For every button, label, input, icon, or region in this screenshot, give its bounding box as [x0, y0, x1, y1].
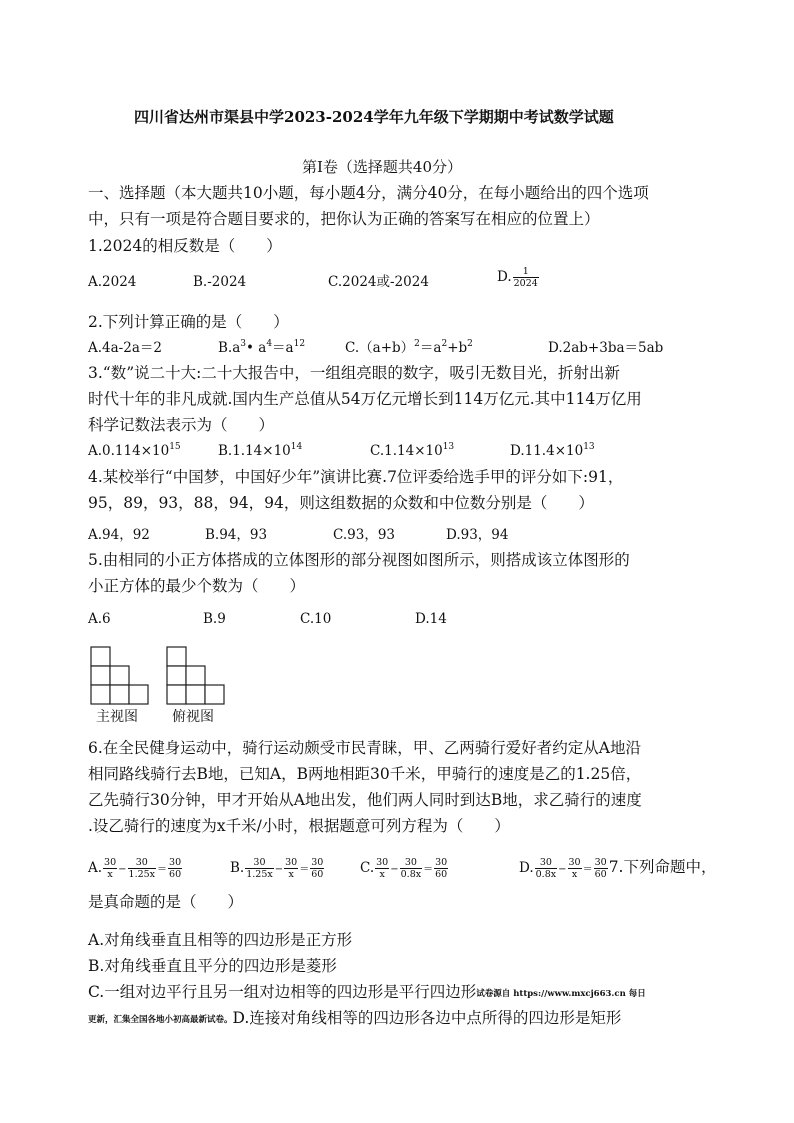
q4-option-a: A.94，92	[88, 527, 150, 543]
q7-stem-start: 7.下列命题中，	[608, 858, 717, 876]
exponent: 13	[442, 442, 455, 452]
q4-option-c: C.93，93	[333, 527, 395, 543]
equals-sign: ＝	[582, 864, 593, 875]
q1-option-d-fraction	[513, 266, 539, 289]
minus-sign: −	[274, 864, 284, 875]
q5-option-b: B.9	[203, 611, 226, 627]
q6-line2: 相同路线骑行去B地，已知A，B两地相距30千米，甲骑行的速度是乙的1.25倍，	[88, 765, 642, 783]
fraction-numerator: 30	[568, 857, 581, 868]
q7-option-d: D.连接对角线相等的四边形各边中点所得的四边形是矩形	[232, 1009, 622, 1027]
minus-sign: −	[390, 864, 399, 875]
text-part: B.a	[218, 340, 241, 356]
cube-cell	[91, 647, 110, 666]
fraction	[310, 857, 324, 880]
q1-option-a: A.2024	[88, 274, 137, 290]
cube-cell	[167, 685, 186, 704]
fraction	[375, 857, 389, 880]
fraction	[284, 857, 298, 880]
equals-sign: ＝	[157, 864, 168, 875]
fraction-numerator: 30	[285, 857, 298, 868]
fraction-numerator: 30	[128, 857, 157, 869]
fraction	[103, 857, 117, 880]
fraction	[434, 857, 448, 880]
cube-cell	[91, 666, 110, 685]
volume-header: 第I卷（选择题共40分）	[302, 158, 463, 176]
top-view-caption: 俯视图	[172, 709, 214, 725]
option-text: C.一组对边平行且另一组对边相等的四边形是平行四边形	[88, 983, 477, 1001]
q2-stem: 2.下列计算正确的是（ ）	[88, 313, 289, 331]
fraction-denominator: 60	[435, 869, 448, 880]
q7-option-a: A.对角线垂直且相等的四边形是正方形	[88, 931, 353, 949]
fraction-numerator: 1	[513, 266, 539, 278]
q5-line1: 5.由相同的小正方体搭成的立体图形的部分视图如图所示，则搭成该立体图形的	[88, 551, 630, 569]
cube-cell	[205, 685, 224, 704]
watermark-text: 更新，汇集全国各地小初高最新试卷。	[88, 1015, 233, 1025]
fraction	[535, 857, 557, 880]
q6-line4: .设乙骑行的速度为x千米/小时，根据题意可列方程为（ ）	[88, 817, 510, 835]
fraction-numerator: 30	[104, 857, 117, 868]
front-view-figure	[90, 646, 154, 706]
option-label: C.	[360, 860, 375, 876]
text-part: C.（a+b）	[345, 340, 415, 356]
fraction-denominator: 60	[594, 869, 607, 880]
fraction-denominator: 0.8x	[535, 869, 557, 880]
fraction-denominator: x	[107, 869, 113, 880]
top-view-figure	[166, 646, 230, 706]
q7-option-b: B.对角线垂直且平分的四边形是菱形	[88, 957, 337, 975]
equals-sign: ＝	[423, 864, 434, 875]
minus-sign: −	[558, 864, 567, 875]
text-part: ＝a	[272, 340, 294, 356]
q7-option-d-line	[88, 1008, 621, 1030]
q2-option-b	[218, 338, 305, 358]
cube-cell	[91, 685, 110, 704]
fraction	[568, 857, 582, 880]
cube-cell	[186, 666, 205, 685]
q3-option-a	[88, 441, 181, 461]
exponent: 2	[467, 339, 473, 349]
fraction-numerator: 30	[169, 857, 182, 868]
q3-line1: 3.“数”说二十大:二十大报告中，一组组亮眼的数字，吸引无数目光，折射出新	[88, 364, 620, 382]
fraction-numerator: 30	[435, 857, 448, 868]
q5-line2: 小正方体的最少个数为（ ）	[88, 577, 306, 595]
fraction-denominator: 1.25x	[246, 869, 273, 880]
q1-option-b: B.-2024	[193, 274, 247, 290]
fraction-denominator: 60	[169, 869, 182, 880]
q3-line2: 时代十年的非凡成就.国内生产总值从54万亿元增长到114万亿元.其中114万亿用	[88, 390, 642, 408]
exponent: 4	[266, 339, 273, 349]
text-part: • a	[246, 340, 267, 356]
q6-option-b	[230, 857, 325, 880]
fraction-numerator: 30	[535, 857, 557, 869]
text-part: D.11.4×10	[510, 443, 584, 459]
exponent: 12	[293, 339, 306, 349]
q5-option-c: C.10	[300, 611, 332, 627]
option-label: D.	[519, 860, 534, 876]
fraction-denominator: 60	[311, 869, 324, 880]
fraction-denominator: 1.25x	[128, 869, 156, 880]
q6-option-d	[519, 857, 716, 880]
fraction-numerator: 30	[245, 857, 274, 869]
fraction	[128, 857, 157, 880]
cube-cell	[167, 647, 186, 666]
q2-option-a: A.4a-2a＝2	[88, 340, 162, 356]
fraction	[400, 857, 422, 880]
fraction-numerator: 30	[400, 857, 422, 869]
minus-sign: −	[118, 864, 127, 875]
fraction-denominator: x	[571, 869, 578, 880]
cube-cell	[129, 685, 148, 704]
q2-option-c	[345, 338, 473, 358]
exponent: 13	[583, 442, 595, 452]
q1-option-d-label: D.	[497, 269, 512, 285]
q6-line3: 乙先骑行30分钟，甲才开始从A地出发，他们两人同时到达B地，求乙骑行的速度	[88, 791, 642, 809]
q3-option-b	[218, 441, 302, 461]
q6-option-c	[360, 857, 449, 880]
text-part: A.0.114×10	[88, 443, 170, 459]
text-part: ＝a	[419, 340, 442, 356]
exponent: 3	[240, 339, 246, 349]
q1-stem: 1.2024的相反数是（ ）	[88, 237, 282, 255]
q4-option-b: B.94，93	[205, 527, 268, 543]
q4-line2: 95，89，93，88，94，94，则这组数据的众数和中位数分别是（ ）	[88, 494, 594, 512]
exponent: 14	[290, 442, 303, 452]
q4-option-d: D.93，94	[446, 527, 509, 543]
q1-option-d	[497, 266, 540, 289]
q7-option-c	[88, 982, 646, 1004]
q2-option-d: D.2ab+3ba＝5ab	[548, 340, 664, 356]
fraction-denominator: x	[379, 869, 385, 880]
fraction	[168, 857, 182, 880]
fraction-denominator: 0.8x	[400, 869, 422, 880]
exponent: 15	[169, 442, 181, 452]
q7-stem-line2: 是真命题的是（ ）	[88, 893, 244, 911]
fraction-denominator: x	[288, 869, 294, 880]
q6-line1: 6.在全民健身运动中，骑行运动颇受市民青睐，甲、乙两骑行爱好者约定从A地沿	[88, 739, 641, 757]
watermark-text: 试卷源自 https://www.mxcj663.cn 每日	[476, 989, 646, 999]
fraction-numerator: 30	[594, 857, 607, 868]
option-label: B.	[230, 860, 245, 876]
exponent: 2	[414, 339, 420, 349]
q5-option-a: A.6	[88, 611, 111, 627]
q4-line1: 4.某校举行“中国梦，中国好少年”演讲比赛.7位评委给选手甲的评分如下:91，	[88, 468, 624, 486]
q3-line3: 科学记数法表示为（ ）	[88, 416, 275, 434]
exponent: 2	[441, 339, 448, 349]
fraction-denominator: 2024	[513, 278, 538, 289]
page-title: 四川省达州市渠县中学2023-2024学年九年级下学期期中考试数学试题	[134, 108, 614, 126]
text-part: C.1.14×10	[370, 443, 443, 459]
equals-sign: ＝	[299, 864, 310, 875]
text-part: B.1.14×10	[218, 443, 291, 459]
text-part: +b	[447, 340, 468, 356]
option-label: A.	[88, 860, 103, 876]
fraction	[245, 857, 274, 880]
cube-cell	[186, 685, 205, 704]
q3-option-c	[370, 441, 454, 461]
section1-instructions-line2: 中，只有一项是符合题目要求的，把你认为正确的答案写在相应的位置上）	[88, 210, 600, 228]
section1-instructions-line1: 一、选择题（本大题共10小题，每小题4分，满分40分，在每小题给出的四个选项	[88, 184, 649, 202]
q1-option-c: C.2024或-2024	[328, 274, 429, 290]
q3-option-d	[510, 441, 595, 461]
front-view-caption: 主视图	[96, 709, 138, 725]
cube-cell	[110, 666, 129, 685]
q6-option-a	[88, 857, 183, 880]
cube-cell	[110, 685, 129, 704]
cube-cell	[167, 666, 186, 685]
q5-option-d: D.14	[415, 611, 447, 627]
fraction-numerator: 30	[376, 857, 389, 868]
fraction	[594, 857, 608, 880]
fraction-numerator: 30	[311, 857, 324, 868]
